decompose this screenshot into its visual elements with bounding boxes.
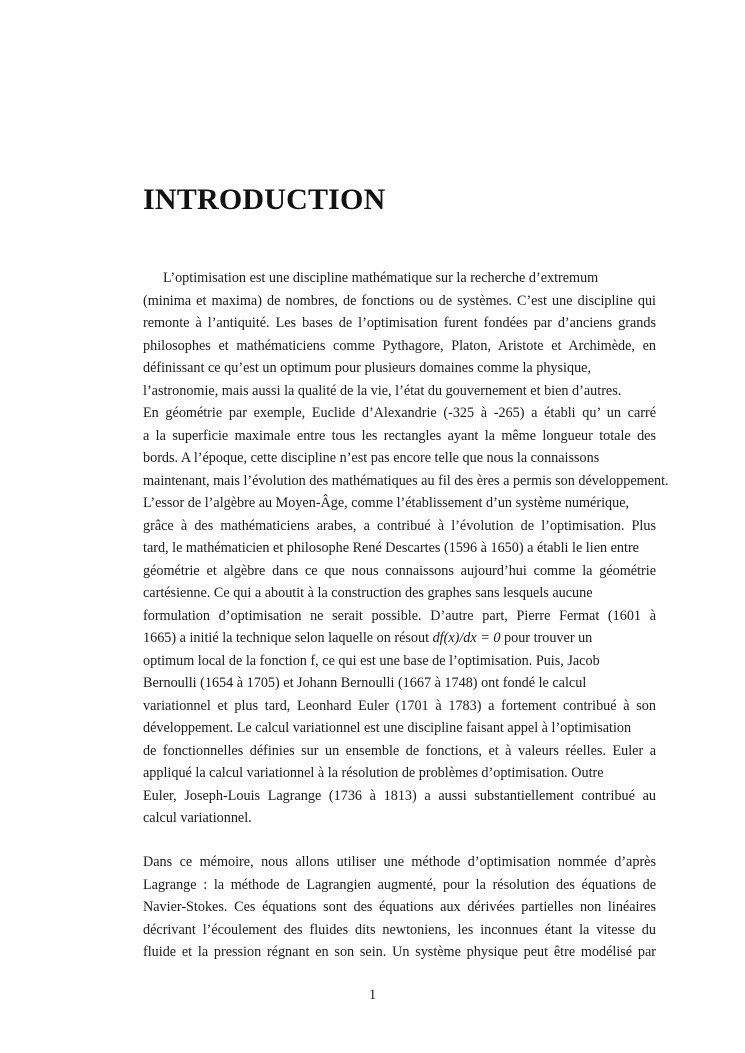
text-line: L’optimisation est une discipline mathématique sur la recherche d’extremum [163, 270, 599, 286]
text-line: Navier-Stokes. Ces équations sont des équations aux dérivées partielles non linéaires [143, 899, 656, 915]
text-line: géométrie et algèbre dans ce que nous connaissons aujourd’hui comme la géométrie [143, 562, 656, 579]
text-line: a la superficie maximale entre tous les rectangles ayant la même longueur totale des [143, 427, 656, 444]
text-line: optimum local de la fonction f, ce qui est une base de l’optimisation. Puis, Jacob [143, 652, 600, 669]
derivative-equation: df(x)/dx = 0 [432, 630, 501, 646]
text-line: tard, le mathématicien et philosophe René Descartes (1596 à 1650) a établi le lien entre [143, 540, 639, 556]
text-line: L’essor de l’algèbre au Moyen-Âge, comme l’établissement d’un système numérique, [143, 495, 630, 511]
text-line: décrivant l’écoulement des fluides dits newtoniens, les inconnues étant la vitesse du [143, 921, 656, 938]
text-fragment: pour trouver un [500, 630, 593, 646]
text-line: Bernoulli (1654 à 1705) et Johann Bernoulli (1667 à 1748) ont fondé le calcul [143, 675, 587, 691]
text-line: maintenant, mais l’évolution des mathématiques au fil des ères a permis son développement. [143, 472, 669, 489]
text-line: Dans ce mémoire, nous allons utiliser une méthode d’optimisation nommée d’après [143, 854, 656, 870]
text-line: formulation d’optimisation ne serait possible. D’autre part, Pierre Fermat (1601 à [143, 607, 656, 624]
text-line: En géométrie par exemple, Euclide d’Alexandrie (-325 à -265) a établi qu’ un carré [143, 405, 656, 421]
text-line: développement. Le calcul variationnel est une discipline faisant appel à l’optimisation [143, 720, 632, 736]
text-line: (minima et maxima) de nombres, de fonctions ou de systèmes. C’est une discipline qui [143, 292, 656, 309]
paragraph-thesis-scope [143, 851, 656, 964]
paragraph-history [143, 267, 669, 830]
section-heading: INTRODUCTION [143, 183, 386, 216]
text-fragment: 1665) a initié la technique selon laquelle on résout [143, 630, 433, 646]
text-line: fluide et la pression régnant en son sein. Un système physique peut être modélisé par [143, 944, 656, 960]
text-line: l’astronomie, mais aussi la qualité de la vie, l’état du gouvernement et bien d’autres. [143, 382, 622, 399]
text-line-with-equation [143, 627, 656, 650]
text-line: cartésienne. Ce qui a aboutit à la construction des graphes sans lesquels aucune [143, 585, 593, 601]
text-line: bords. A l’époque, cette discipline n’est pas encore telle que nous la connaissons [143, 450, 600, 466]
text-line: grâce à des mathématiciens arabes, a contribué à l’évolution de l’optimisation. Plus [143, 517, 656, 534]
text-line: appliqué la calcul variationnel à la résolution de problèmes d’optimisation. Outre [143, 765, 604, 781]
page-number: 1 [368, 987, 377, 1003]
text-line: calcul variationnel. [143, 810, 252, 826]
text-line: variationnel et plus tard, Leonhard Euler (1701 à 1783) a fortement contribué à son [143, 697, 656, 714]
text-line: Lagrange : la méthode de Lagrangien augmenté, pour la résolution des équations de [143, 876, 656, 893]
text-line: définissant ce qu’est un optimum pour plusieurs domaines comme la physique, [143, 360, 592, 376]
text-line: philosophes et mathématiciens comme Pythagore, Platon, Aristote et Archimède, en [143, 337, 656, 354]
text-line: de fonctionnelles définies sur un ensemble de fonctions, et à valeurs réelles. Euler a [143, 742, 656, 759]
text-line: remonte à l’antiquité. Les bases de l’optimisation furent fondées par d’anciens grands [143, 315, 656, 331]
text-line: Euler, Joseph-Louis Lagrange (1736 à 1813) a aussi substantiellement contribué au [143, 787, 656, 804]
